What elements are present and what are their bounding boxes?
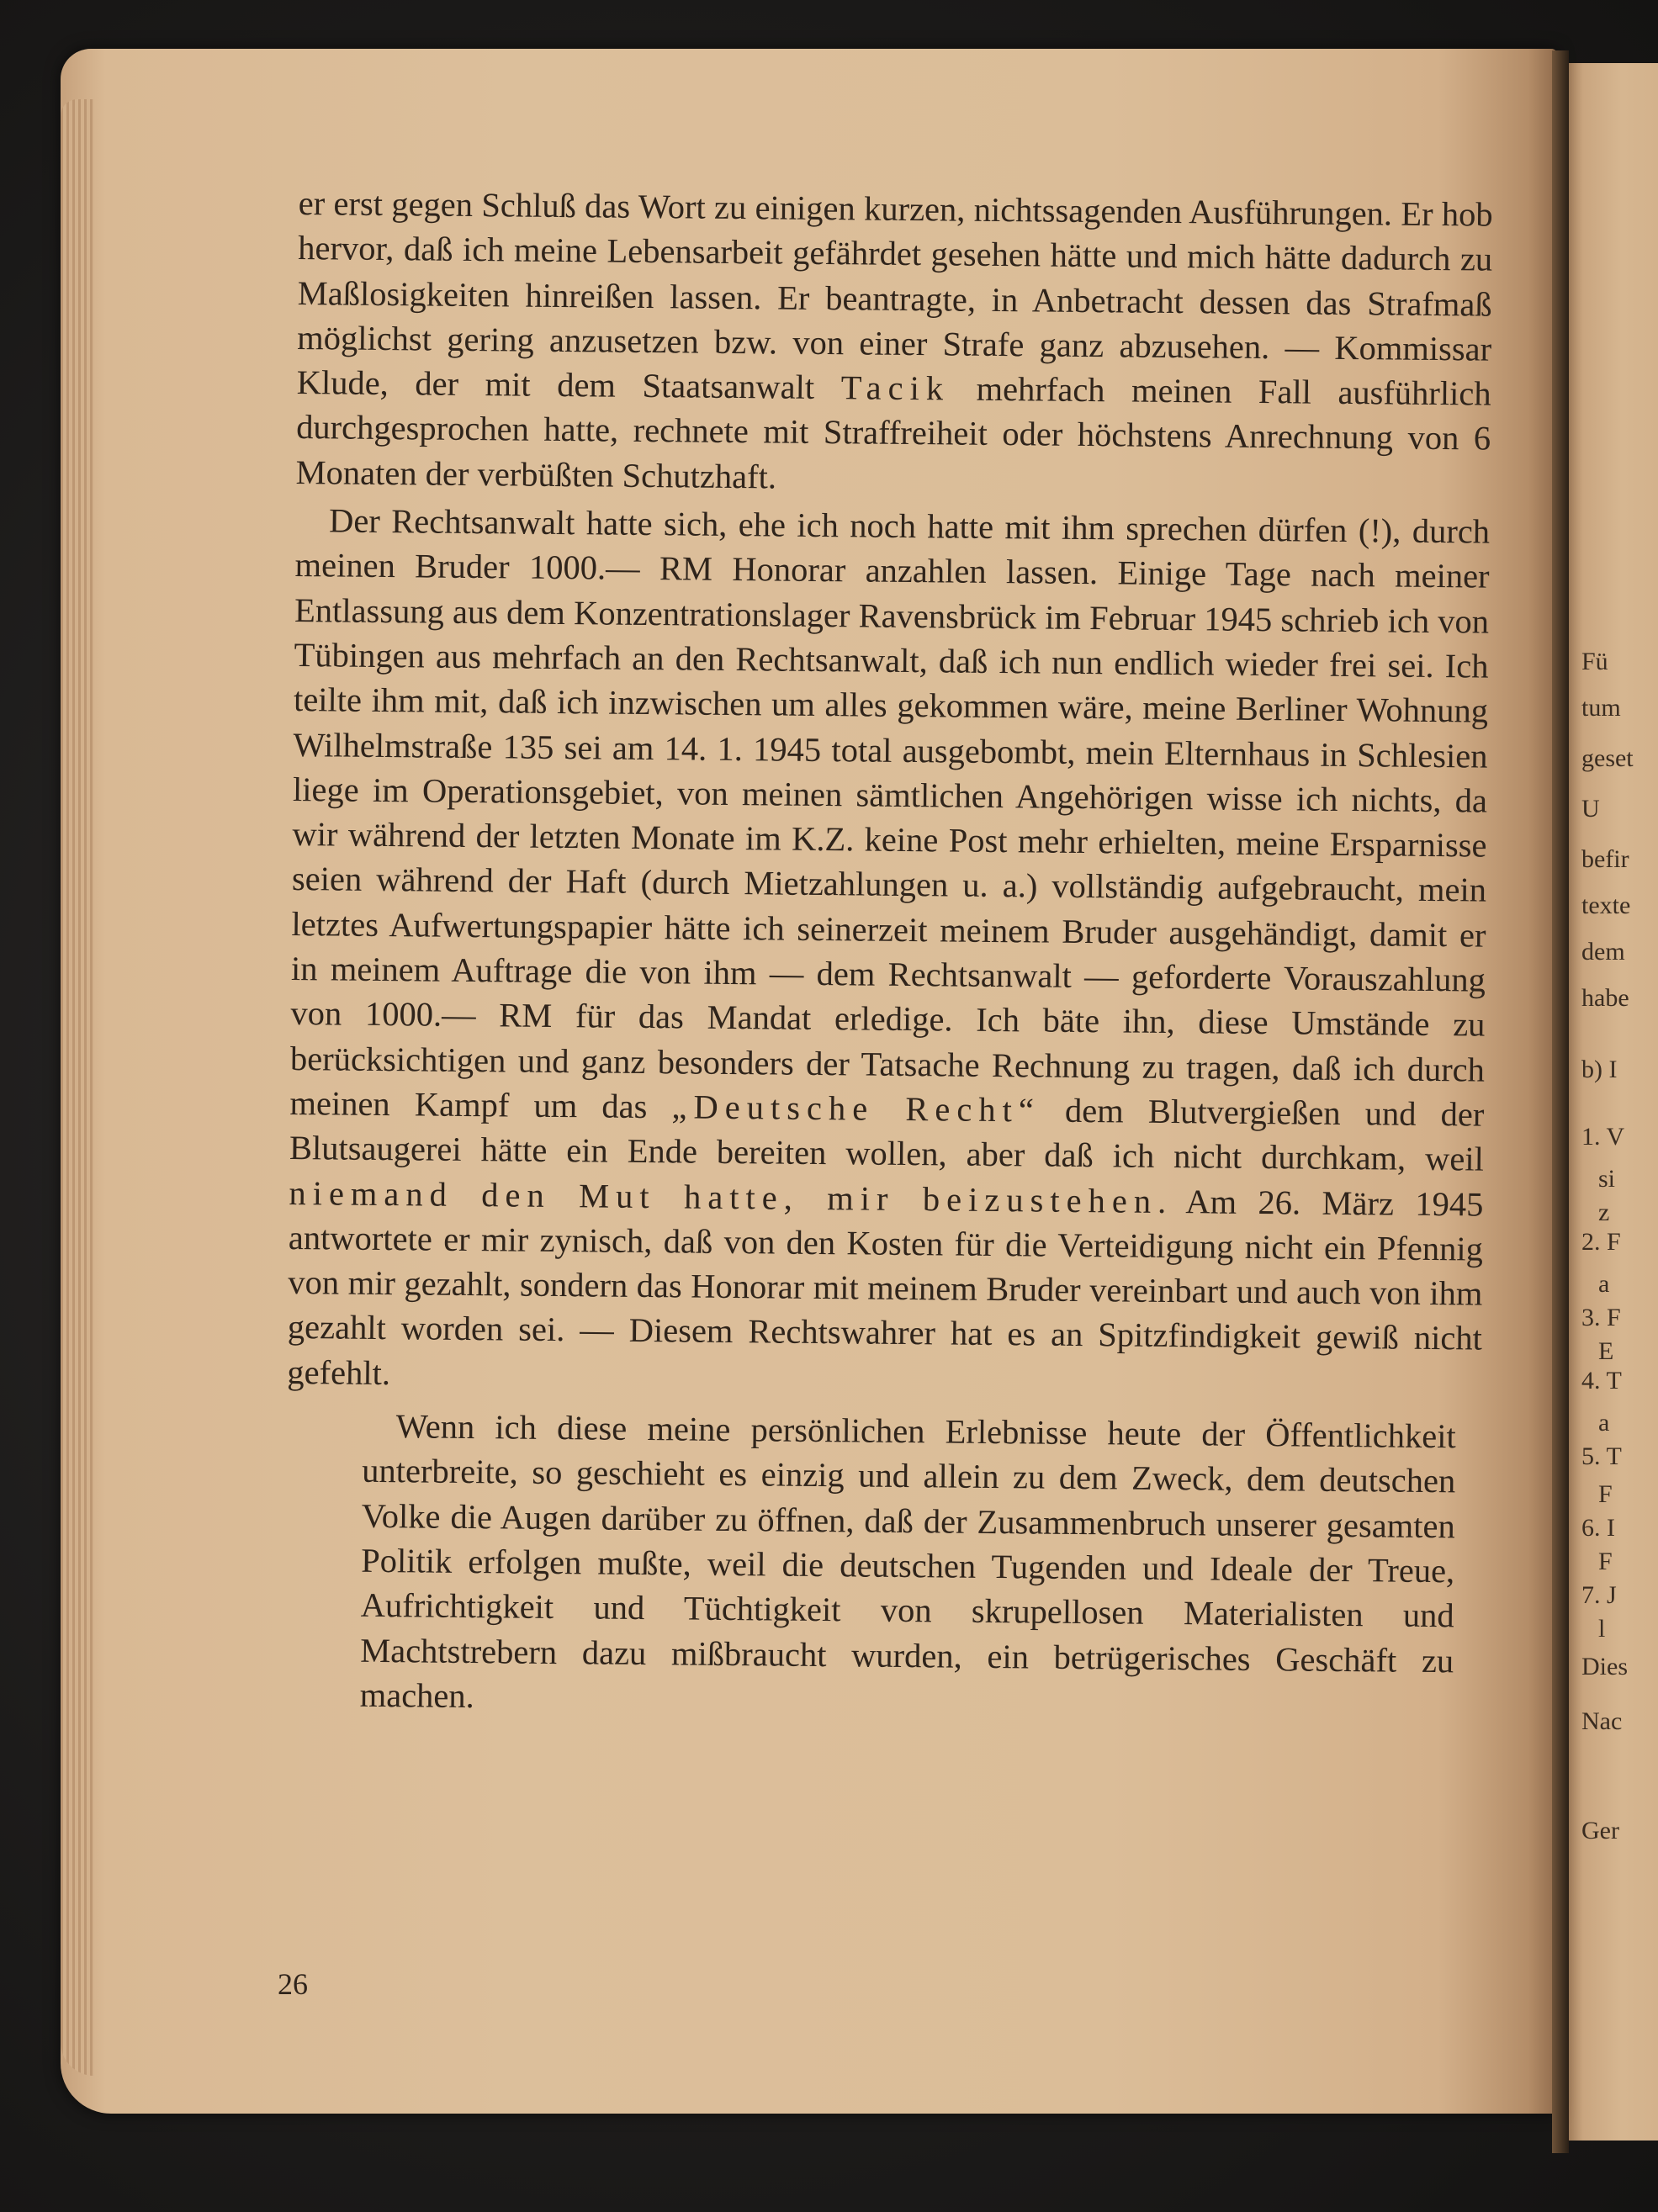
paragraph-3: Wenn ich diese meine persönlichen Erlebnisse heute der Öffentlichkeit unterbreite, so geschieht es einzig und allein zu dem Zweck, dem deutschen Volke die Augen darüber zu öffnen, daß der Zusammenbruch unserer gesamten Politik erfolgen mußte, weil die deutschen Tugenden und Ideale der Treue, Aufrichtigkeit und Tüchtigkeit von skrupellosen Materialisten und Machtstrebern dazu mißbraucht wurden, ein betrügerisches Geschäft zu machen. (359, 1407, 1456, 1715)
next-page-fragment: 7. J (1581, 1581, 1617, 1609)
next-page-fragment: a (1598, 1409, 1610, 1437)
next-page-fragment: si (1598, 1165, 1616, 1193)
next-page-fragment: 2. F (1581, 1228, 1621, 1256)
next-page-fragment: F (1598, 1480, 1613, 1508)
next-page-fragment: tum (1581, 694, 1621, 722)
paragraph-1: er erst gegen Schluß das Wort zu einigen kurzen, nichtssagenden Ausführungen. Er hob hervor, daß ich meine Lebensarbeit gefährdet gesehen hätte und mich hätte dadurch zu Maßlosigkeiten hinreißen lassen. Er beantragte, in Anbetracht dessen das Strafmaß möglichst gering anzusetzen bzw. von einer Strafe ganz abzusehen. — Kommissar Klude, der mit dem Staatsanwalt Tacik mehrfach meinen Fall ausführlich durchgesprochen hatte, rechnete mit Straffreiheit oder höchstens Anrechnung von 6 Monaten der verbüßten Schutzhaft. (295, 183, 1493, 496)
next-page-fragment: 5. T (1581, 1442, 1622, 1470)
book-gutter (1552, 50, 1569, 2153)
next-page-fragment: Dies (1581, 1653, 1628, 1680)
paragraph-2: Der Rechtsanwalt hatte sich, ehe ich noch hatte mit ihm sprechen dürfen (!), durch meinen Bruder 1000.— RM Honorar anzahlen lassen. Einige Tage nach meiner Entlassung aus dem Konzentrationslager Ravensbrück im Februar 1945 schrieb ich von Tübingen aus mehrfach an den Rechtsanwalt, daß ich nun endlich wieder frei sei. Ich teilte ihm mit, daß ich inzwischen um alles gekommen wäre, meine Berliner Wohnung Wilhelmstraße 135 sei am 14. 1. 1945 total ausgebombt, mein Elternhaus in Schlesien liege im Operationsgebiet, von meinen sämtlichen Angehörigen wisse ich nichts, da wir während der letzten Monate im K.Z. keine Post mehr erhielten, meine Ersparnisse seien während der Haft (durch Mietzahlungen u. a.) vollständig aufgebraucht, mein letztes Aufwertungspapier hätte ich seinerzeit meinem Bruder ausgehändigt, damit er in meinem Auftrage die von ihm — dem Rechtsanwalt — geforderte Vorauszahlung von 1000.— RM für das Mandat erledige. Ich bäte ihn, diese Umstände zu berücksichtigen und ganz besonders der Tatsache Rechnung zu tragen, daß ich durch meinen Kampf um das „Deutsche Recht“ dem Blutvergießen und der Blutsaugerei hätte ein Ende bereiten wollen, aber daß ich nicht durchkam, weil niemand den Mut hatte, mir beizustehen. Am 26. März 1945 antwortete er mir zynisch, daß von den Kosten für die Verteidigung nicht ein Pfennig von mir gezahlt, sondern das Honorar mit meinem Bruder vereinbart und auch von ihm gezahlt worden sei. — Diesem Rechtswahrer hat es an Spitzfindigkeit gewiß nicht gefehlt. (287, 501, 1491, 1392)
page-number: 26 (278, 1967, 308, 2001)
next-page-fragment: z (1598, 1199, 1610, 1226)
emphasized-text: Tacik (840, 368, 951, 408)
next-page-fragment: habe (1581, 984, 1629, 1012)
page-stack-edge (61, 99, 94, 2076)
emphasized-text: niemand den Mut hatte, mir beizustehen (289, 1173, 1158, 1220)
next-page-fragment: b) I (1581, 1056, 1618, 1083)
next-page-fragment: Fü (1581, 648, 1608, 675)
next-page-fragment: 6. I (1581, 1514, 1615, 1542)
next-page-fragment: F (1598, 1548, 1613, 1575)
next-page-fragment: texte (1581, 892, 1631, 919)
next-page-fragment: U (1581, 795, 1600, 823)
next-page-fragment: Nac (1581, 1707, 1623, 1735)
next-page-fragment: l (1598, 1615, 1606, 1643)
next-page-fragment: a (1598, 1270, 1610, 1298)
next-page-fragment: geset (1581, 744, 1634, 772)
next-page-fragment: 4. T (1581, 1367, 1622, 1394)
next-page-fragment: 1. V (1581, 1123, 1625, 1151)
next-page-fragment: 3. F (1581, 1304, 1621, 1331)
next-page-fragment: dem (1581, 938, 1625, 966)
next-page-fragment: E (1598, 1337, 1614, 1365)
next-page-fragment: Ger (1581, 1817, 1619, 1844)
next-page-fragment: befir (1581, 845, 1629, 873)
page-body-text (283, 181, 1492, 1728)
emphasized-text: „Deutsche Recht“ (671, 1087, 1041, 1130)
